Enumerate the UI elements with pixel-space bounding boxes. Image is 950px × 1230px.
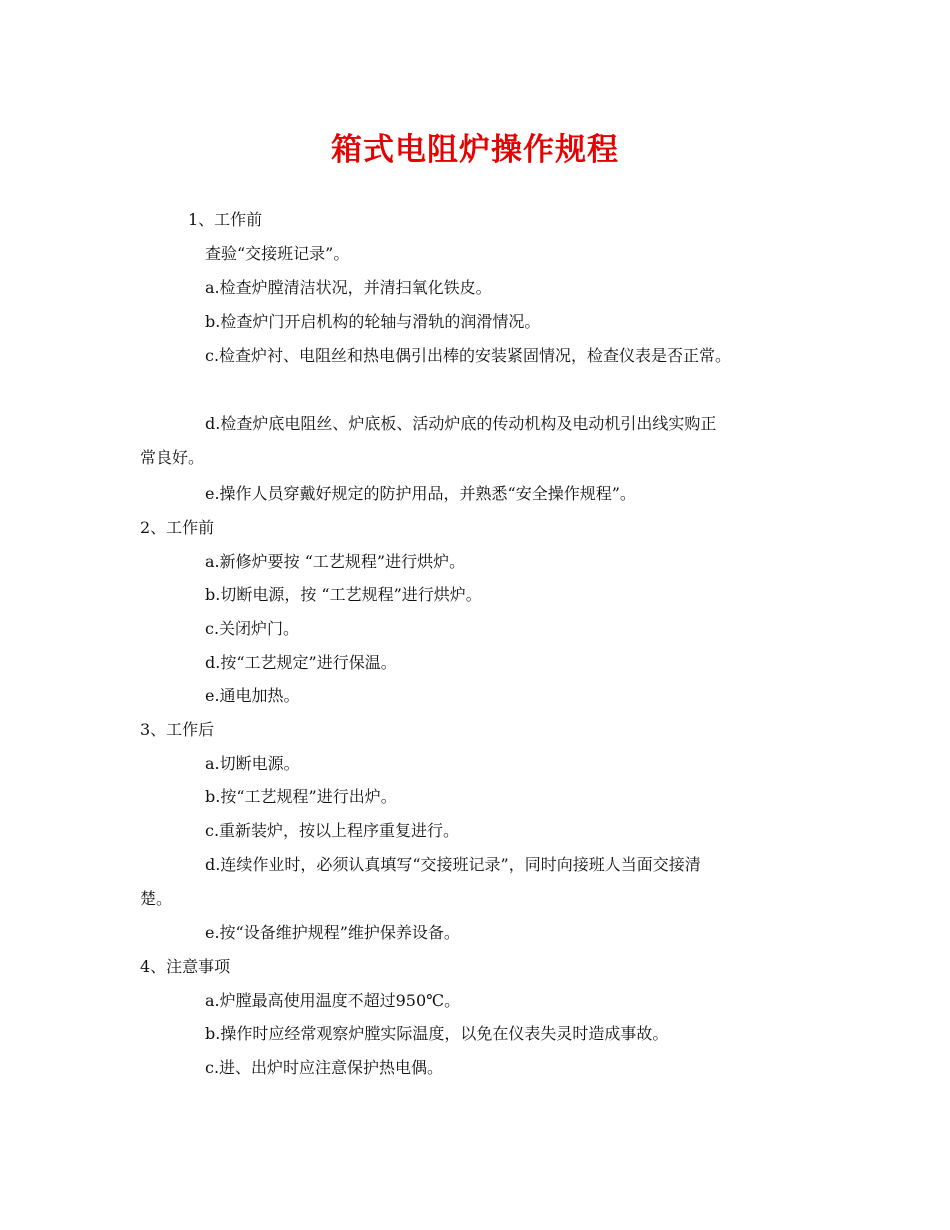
- list-item: d.检查炉底电阻丝、炉底板、活动炉底的传动机构及电动机引出线实购正: [205, 414, 717, 433]
- list-item: c.检查炉衬、电阻丝和热电偶引出棒的安装紧固情况，检查仪表是否正常。: [205, 346, 732, 365]
- list-item: a.炉膛最高使用温度不超过950℃。: [205, 991, 461, 1010]
- list-item: e.通电加热。: [205, 686, 300, 705]
- list-item-continuation: 常良好。: [140, 448, 205, 467]
- section-heading: 2、工作前: [140, 518, 215, 537]
- list-item: e.操作人员穿戴好规定的防护用品，并熟悉“安全操作规程”。: [205, 484, 636, 503]
- list-item: d.连续作业时，必须认真填写“交接班记录”，同时向接班人当面交接清: [205, 855, 701, 874]
- section-heading: 3、工作后: [140, 720, 215, 739]
- document-title: 箱式电阻炉操作规程: [331, 132, 619, 168]
- list-item: b.操作时应经常观察炉膛实际温度，以免在仪表失灵时造成事故。: [205, 1024, 669, 1043]
- section-heading: 4、注意事项: [140, 957, 231, 976]
- list-item: b.按“工艺规程”进行出炉。: [205, 787, 397, 806]
- list-item: c.关闭炉门。: [205, 619, 300, 638]
- list-item: c.进、出炉时应注意保护热电偶。: [205, 1058, 444, 1077]
- list-item: d.按“工艺规定”进行保温。: [205, 653, 397, 672]
- list-item: b.检查炉门开启机构的轮轴与滑轨的润滑情况。: [205, 312, 541, 331]
- list-item: e.按“设备维护规程”维护保养设备。: [205, 923, 460, 942]
- list-item: a.新修炉要按 “工艺规程”进行烘炉。: [205, 552, 466, 571]
- list-item: c.重新装炉，按以上程序重复进行。: [205, 821, 460, 840]
- list-item: 查验“交接班记录”。: [205, 244, 350, 263]
- list-item-continuation: 楚。: [140, 889, 173, 908]
- list-item: a.切断电源。: [205, 754, 300, 773]
- list-item: b.切断电源，按 “工艺规程”进行烘炉。: [205, 585, 482, 604]
- list-item: a.检查炉膛清洁状况，并清扫氧化铁皮。: [205, 278, 492, 297]
- section-heading: 1、工作前: [188, 210, 263, 229]
